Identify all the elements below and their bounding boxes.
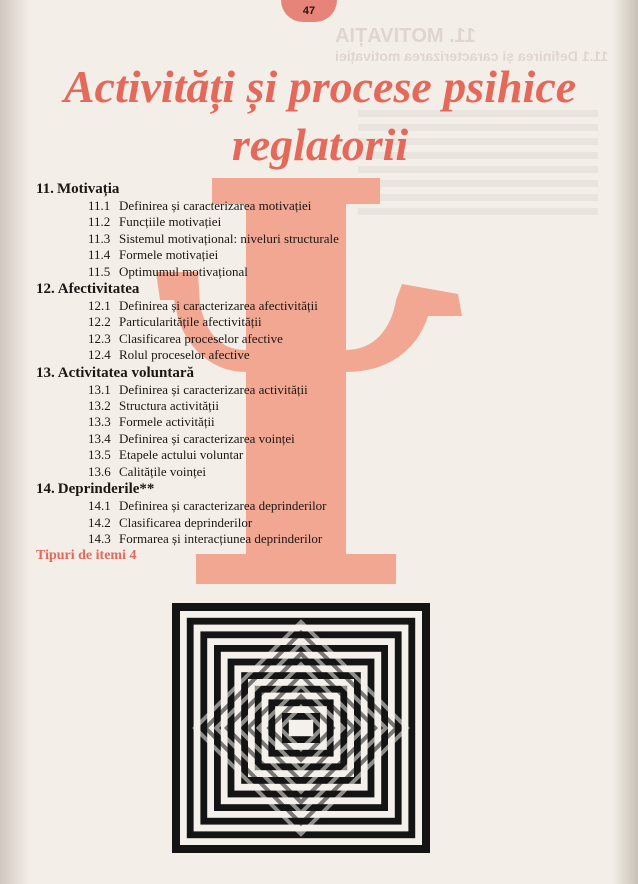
item-number: 13.6: [88, 463, 111, 479]
item-text: Clasificarea deprinderilor: [119, 514, 253, 530]
item-text: Structura activității: [119, 398, 219, 414]
item-text: Calitățile voinței: [119, 463, 207, 479]
item-number: 12.1: [88, 298, 111, 314]
toc-item: [88, 198, 376, 214]
toc-item: [88, 264, 376, 280]
section-heading-activitatea-voluntara: [36, 364, 376, 382]
item-number: 14.1: [88, 498, 111, 514]
section-title: Afectivitatea: [57, 281, 140, 298]
item-number: 13.2: [88, 398, 111, 414]
title-line-2: reglatorii: [231, 119, 409, 170]
toc-item: [88, 298, 376, 314]
toc-item: [88, 414, 376, 430]
section-title: Activitatea voluntară: [57, 364, 194, 381]
item-number: 12.4: [88, 347, 111, 363]
section-number: 14.: [36, 481, 55, 498]
table-of-contents: [36, 180, 376, 565]
toc-item: [88, 531, 376, 547]
item-text: Etapele actului voluntar: [119, 447, 244, 463]
page-number: 47: [281, 0, 337, 22]
toc-item: [88, 464, 376, 480]
item-text: Formele activității: [119, 414, 215, 430]
toc-item: [88, 347, 376, 363]
item-number: 13.4: [88, 430, 111, 446]
item-number: 11.2: [88, 214, 111, 230]
item-text: Sistemul motivațional: niveluri structurale: [119, 230, 339, 246]
item-text: Definirea și caracterizarea deprinderilor: [119, 498, 327, 514]
section-number: 11.: [36, 181, 54, 197]
item-number: 14.3: [88, 530, 111, 546]
item-number: 12.3: [88, 330, 111, 346]
toc-item: [88, 515, 376, 531]
section-title: Motivația: [56, 181, 120, 197]
toc-item: [88, 398, 376, 414]
bleed-subheading: 11.1 Definirea și caracterizarea motivației: [334, 48, 608, 64]
section-number: 12.: [36, 281, 55, 298]
item-text: Definirea și caracterizarea activității: [119, 381, 308, 397]
section-heading-deprinderile: [36, 480, 376, 498]
toc-item: [88, 382, 376, 398]
toc-item: [88, 331, 376, 347]
section-heading-motivatia: [36, 180, 376, 198]
item-text: Formarea și interacțiunea deprinderilor: [119, 530, 323, 546]
item-text: Optimumul motivațional: [119, 263, 248, 279]
toc-item: [88, 214, 376, 230]
item-text: Rolul proceselor afective: [119, 347, 250, 363]
item-text: Definirea și caracterizarea motivației: [119, 198, 312, 213]
item-text: Definirea și caracterizarea voinței: [119, 430, 295, 446]
item-number: 14.2: [88, 514, 111, 530]
bleed-heading: 11. MOTIVAȚIA: [334, 25, 476, 47]
section-title: Deprinderile**: [57, 481, 155, 498]
item-text: Funcțiile motivației: [119, 214, 222, 230]
page-title: [30, 58, 610, 174]
item-number: 11.5: [88, 263, 111, 279]
toc-item: [88, 447, 376, 463]
item-types-link: Tipuri de itemi 4: [36, 548, 137, 564]
item-number: 11.4: [88, 247, 111, 263]
toc-item: [88, 431, 376, 447]
title-line-1: Activități și procese psihice: [63, 61, 577, 112]
item-number: 11.1: [88, 198, 111, 213]
item-number: 11.3: [88, 230, 111, 246]
toc-item: [88, 231, 376, 247]
section-heading-afectivitatea: [36, 280, 376, 298]
section-number: 13.: [36, 364, 55, 381]
item-number: 13.1: [88, 381, 111, 397]
item-text: Definirea și caracterizarea afectivității: [119, 298, 318, 314]
item-text: Clasificarea proceselor afective: [119, 330, 283, 346]
concentric-squares-illusion-icon: [172, 603, 430, 853]
toc-item: [88, 314, 376, 330]
item-number: 12.2: [88, 314, 111, 330]
toc-item: [88, 498, 376, 514]
toc-item: [88, 247, 376, 263]
item-text: Particularitățile afectivității: [119, 314, 262, 330]
item-text: Formele motivației: [119, 247, 219, 263]
item-number: 13.3: [88, 414, 111, 430]
item-number: 13.5: [88, 447, 111, 463]
